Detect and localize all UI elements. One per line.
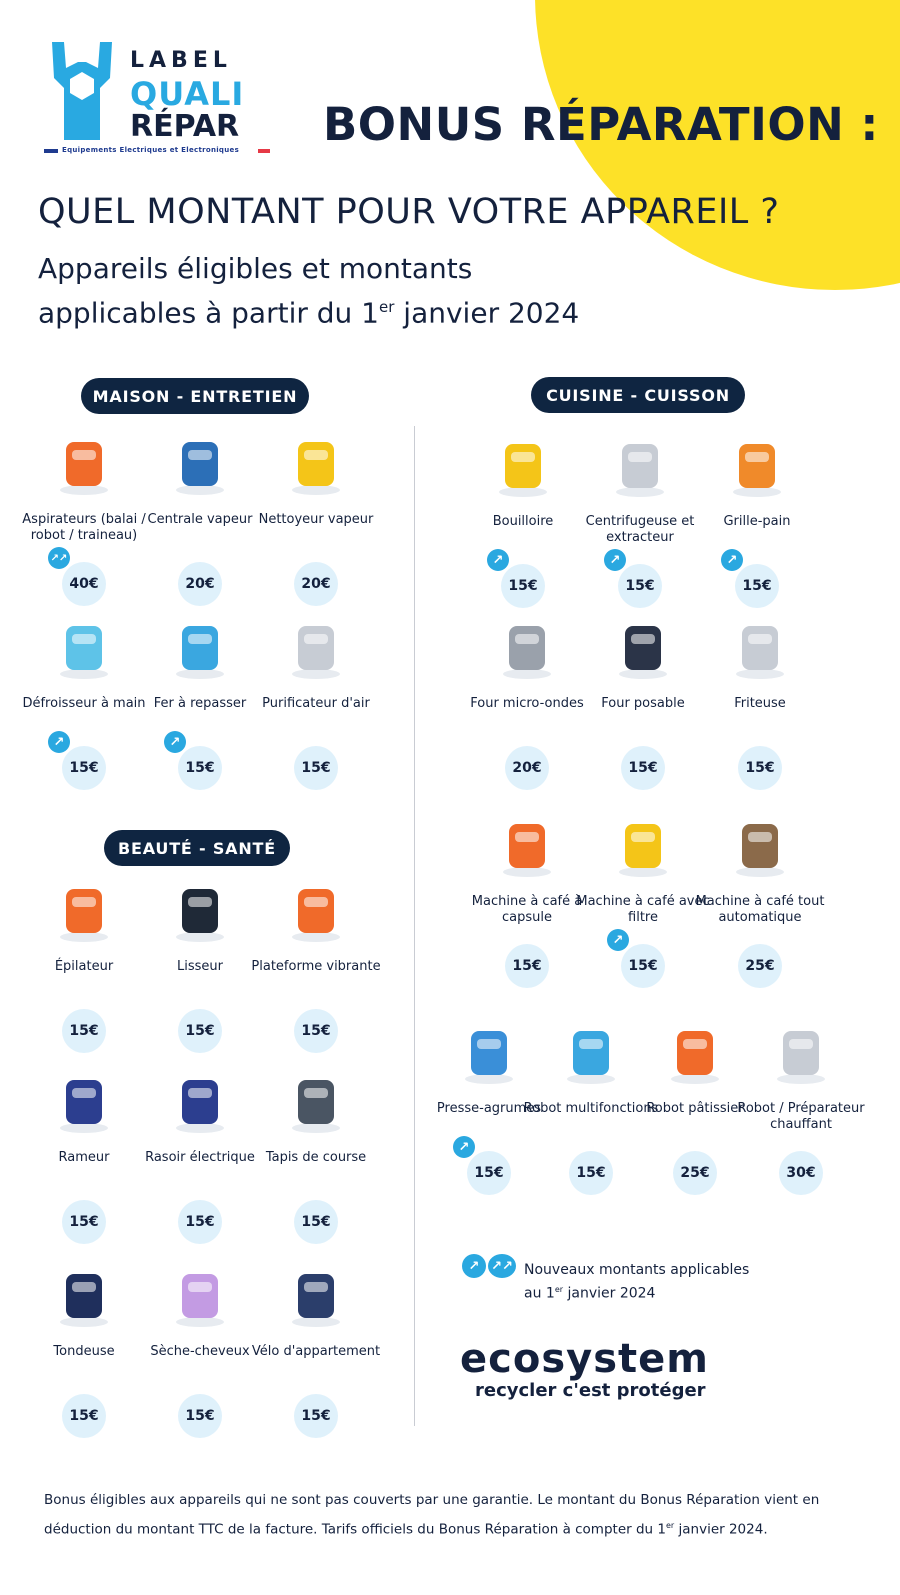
legend-line-1: Nouveaux montants applicables <box>524 1262 750 1278</box>
ecosystem-tagline: recycler c'est protéger <box>475 1380 706 1401</box>
appliance-label: Nettoyeur vapeur <box>258 512 374 527</box>
footer-line-1: Bonus éligibles aux appareils qui ne sont pas couverts par une garantie. Le montant du Bonus Réparation vient en <box>44 1492 820 1508</box>
new-amount-arrow-icon: ↗ <box>453 1136 475 1158</box>
bonus-amount-badge: 15€ <box>178 1200 222 1244</box>
legend-line-2 <box>524 1280 784 1304</box>
garment-steamer-icon <box>46 608 122 684</box>
appliance-label: Vélo d'appartement <box>251 1344 381 1359</box>
appliance-label: Machine à café à capsule <box>471 894 583 925</box>
bonus-amount-badge: 15€ <box>618 564 662 608</box>
subtitle-line-2-pre: applicables à partir du 1 <box>38 296 379 330</box>
appliance-label: Four micro-ondes <box>470 696 584 711</box>
bonus-amount-badge: 15€ <box>738 746 782 790</box>
food-processor-icon <box>553 1013 629 1089</box>
microwave-icon <box>489 608 565 684</box>
appliance-label: Machine à café avec filtre <box>576 894 710 925</box>
kettle-icon <box>485 426 561 502</box>
bonus-amount-badge: 15€ <box>735 564 779 608</box>
vacuum-cleaner-icon <box>46 424 122 500</box>
iron-icon <box>162 608 238 684</box>
hair-straightener-icon <box>162 871 238 947</box>
legend-line-2-post: janvier 2024 <box>563 1285 656 1302</box>
filter-coffee-machine-icon <box>605 806 681 882</box>
new-amount-arrow-icon: ↗ <box>604 549 626 571</box>
ecosystem-logo: ecosystem <box>460 1336 709 1382</box>
new-amount-arrow-icon: ↗ <box>607 929 629 951</box>
footer-line-2 <box>44 1513 864 1543</box>
stand-mixer-icon <box>657 1013 733 1089</box>
new-amount-arrow-icon: ↗ <box>487 549 509 571</box>
appliance-label: Presse-agrumes <box>436 1101 542 1116</box>
column-divider <box>414 426 415 1426</box>
toaster-icon <box>719 426 795 502</box>
appliance-label: Sèche-cheveux <box>150 1344 250 1359</box>
bonus-amount-badge: 15€ <box>294 1394 338 1438</box>
footer-line-2-pre: déduction du montant TTC de la facture. Tarifs officiels du Bonus Réparation à compter du 1 <box>44 1521 666 1538</box>
quali-repar-logo-icon <box>44 38 120 144</box>
new-amount-arrow-icon: ↗ <box>721 549 743 571</box>
appliance-label: Centrifugeuse et extracteur <box>585 514 695 545</box>
bonus-amount-badge: 15€ <box>569 1151 613 1195</box>
treadmill-icon <box>278 1062 354 1138</box>
bonus-amount-badge: 15€ <box>178 746 222 790</box>
bonus-amount-badge: 20€ <box>505 746 549 790</box>
hair-clipper-icon <box>46 1256 122 1332</box>
appliance-label: Robot pâtissier <box>646 1101 744 1116</box>
appliance-label: Rasoir électrique <box>145 1150 255 1165</box>
footer-note <box>44 1488 864 1543</box>
section-maison-entretien: MAISON - ENTRETIEN <box>81 378 309 414</box>
bonus-amount-badge: 15€ <box>294 1009 338 1053</box>
bonus-amount-badge: 40€ <box>62 562 106 606</box>
citrus-press-icon <box>451 1013 527 1089</box>
bonus-amount-badge: 30€ <box>779 1151 823 1195</box>
bonus-amount-badge: 15€ <box>505 944 549 988</box>
bonus-amount-badge: 15€ <box>501 564 545 608</box>
appliance-label: Bouilloire <box>492 514 554 529</box>
legend-line-2-pre: au 1 <box>524 1285 555 1302</box>
bonus-amount-badge: 20€ <box>178 562 222 606</box>
page-subtitle <box>38 250 579 332</box>
bonus-amount-badge: 20€ <box>294 562 338 606</box>
appliance-label: Purificateur d'air <box>262 696 370 711</box>
appliance-label: Plateforme vibrante <box>251 959 381 974</box>
bonus-amount-badge: 15€ <box>294 746 338 790</box>
bonus-amount-badge: 15€ <box>178 1009 222 1053</box>
oven-icon <box>605 608 681 684</box>
appliance-label: Épilateur <box>54 959 114 974</box>
appliance-label: Aspirateurs (balai / robot / traineau) <box>22 512 146 543</box>
new-amount-arrow-icon: ↗ <box>462 1254 486 1278</box>
subtitle-line-1: Appareils éligibles et montants <box>38 252 473 285</box>
appliance-label: Lisseur <box>177 959 223 974</box>
appliance-label: Friteuse <box>734 696 786 711</box>
juicer-icon <box>602 426 678 502</box>
logo-tagline-bar <box>44 146 274 156</box>
logo-quali-text: QUALI <box>130 75 245 113</box>
appliance-label: Robot / Préparateur chauffant <box>737 1101 865 1132</box>
vibration-platform-icon <box>278 871 354 947</box>
logo-tagline: Equipements Electriques et Electroniques <box>62 146 240 154</box>
logo-repar-text: RÉPAR <box>130 109 240 144</box>
legend-sup: er <box>554 1285 564 1294</box>
section-cuisine-cuisson: CUISINE - CUISSON <box>531 377 745 413</box>
subtitle-line-2 <box>38 288 579 332</box>
subtitle-line-2-post: janvier 2024 <box>394 296 580 330</box>
bonus-amount-badge: 25€ <box>738 944 782 988</box>
appliance-label: Tondeuse <box>53 1344 115 1359</box>
footer-sup: er <box>665 1521 675 1530</box>
bonus-amount-badge: 15€ <box>62 1009 106 1053</box>
bonus-amount-badge: 15€ <box>62 746 106 790</box>
new-amount-arrow-icon: ↗↗ <box>48 547 70 569</box>
bonus-amount-badge: 15€ <box>178 1394 222 1438</box>
appliance-label: Rameur <box>58 1150 110 1165</box>
legend-text <box>524 1260 784 1304</box>
electric-razor-icon <box>162 1062 238 1138</box>
exercise-bike-icon <box>278 1256 354 1332</box>
footer-line-2-post: janvier 2024. <box>674 1521 768 1538</box>
appliance-label: Four posable <box>601 696 685 711</box>
bonus-amount-badge: 15€ <box>294 1200 338 1244</box>
page-title: BONUS RÉPARATION : <box>323 98 879 151</box>
hair-dryer-icon <box>162 1256 238 1332</box>
appliance-label: Centrale vapeur <box>147 512 253 527</box>
new-amount-arrow-icon: ↗ <box>164 731 186 753</box>
rowing-machine-icon <box>46 1062 122 1138</box>
subtitle-sup: er <box>379 298 395 316</box>
appliance-label: Défroisseur à main <box>22 696 146 711</box>
bonus-amount-badge: 15€ <box>62 1394 106 1438</box>
appliance-label: Grille-pain <box>723 514 791 529</box>
capsule-coffee-machine-icon <box>489 806 565 882</box>
appliance-label: Machine à café tout automatique <box>695 894 825 925</box>
new-amount-arrow-icon: ↗ <box>48 731 70 753</box>
fryer-icon <box>722 608 798 684</box>
cooking-robot-icon <box>763 1013 839 1089</box>
air-purifier-icon <box>278 608 354 684</box>
new-amount-double-arrow-icon: ↗↗ <box>488 1254 516 1278</box>
section-beaute-sante: BEAUTÉ - SANTÉ <box>104 830 290 866</box>
steam-cleaner-icon <box>278 424 354 500</box>
epilator-icon <box>46 871 122 947</box>
appliance-label: Robot multifonctions <box>523 1101 659 1116</box>
bonus-amount-badge: 25€ <box>673 1151 717 1195</box>
appliance-label: Fer à repasser <box>153 696 247 711</box>
bonus-amount-badge: 15€ <box>621 746 665 790</box>
appliance-label: Tapis de course <box>265 1150 367 1165</box>
bonus-amount-badge: 15€ <box>467 1151 511 1195</box>
bonus-amount-badge: 15€ <box>621 944 665 988</box>
steam-station-icon <box>162 424 238 500</box>
bonus-amount-badge: 15€ <box>62 1200 106 1244</box>
logo-label-text: LABEL <box>130 48 232 73</box>
page-question: QUEL MONTANT POUR VOTRE APPAREIL ? <box>38 192 780 232</box>
automatic-coffee-machine-icon <box>722 806 798 882</box>
